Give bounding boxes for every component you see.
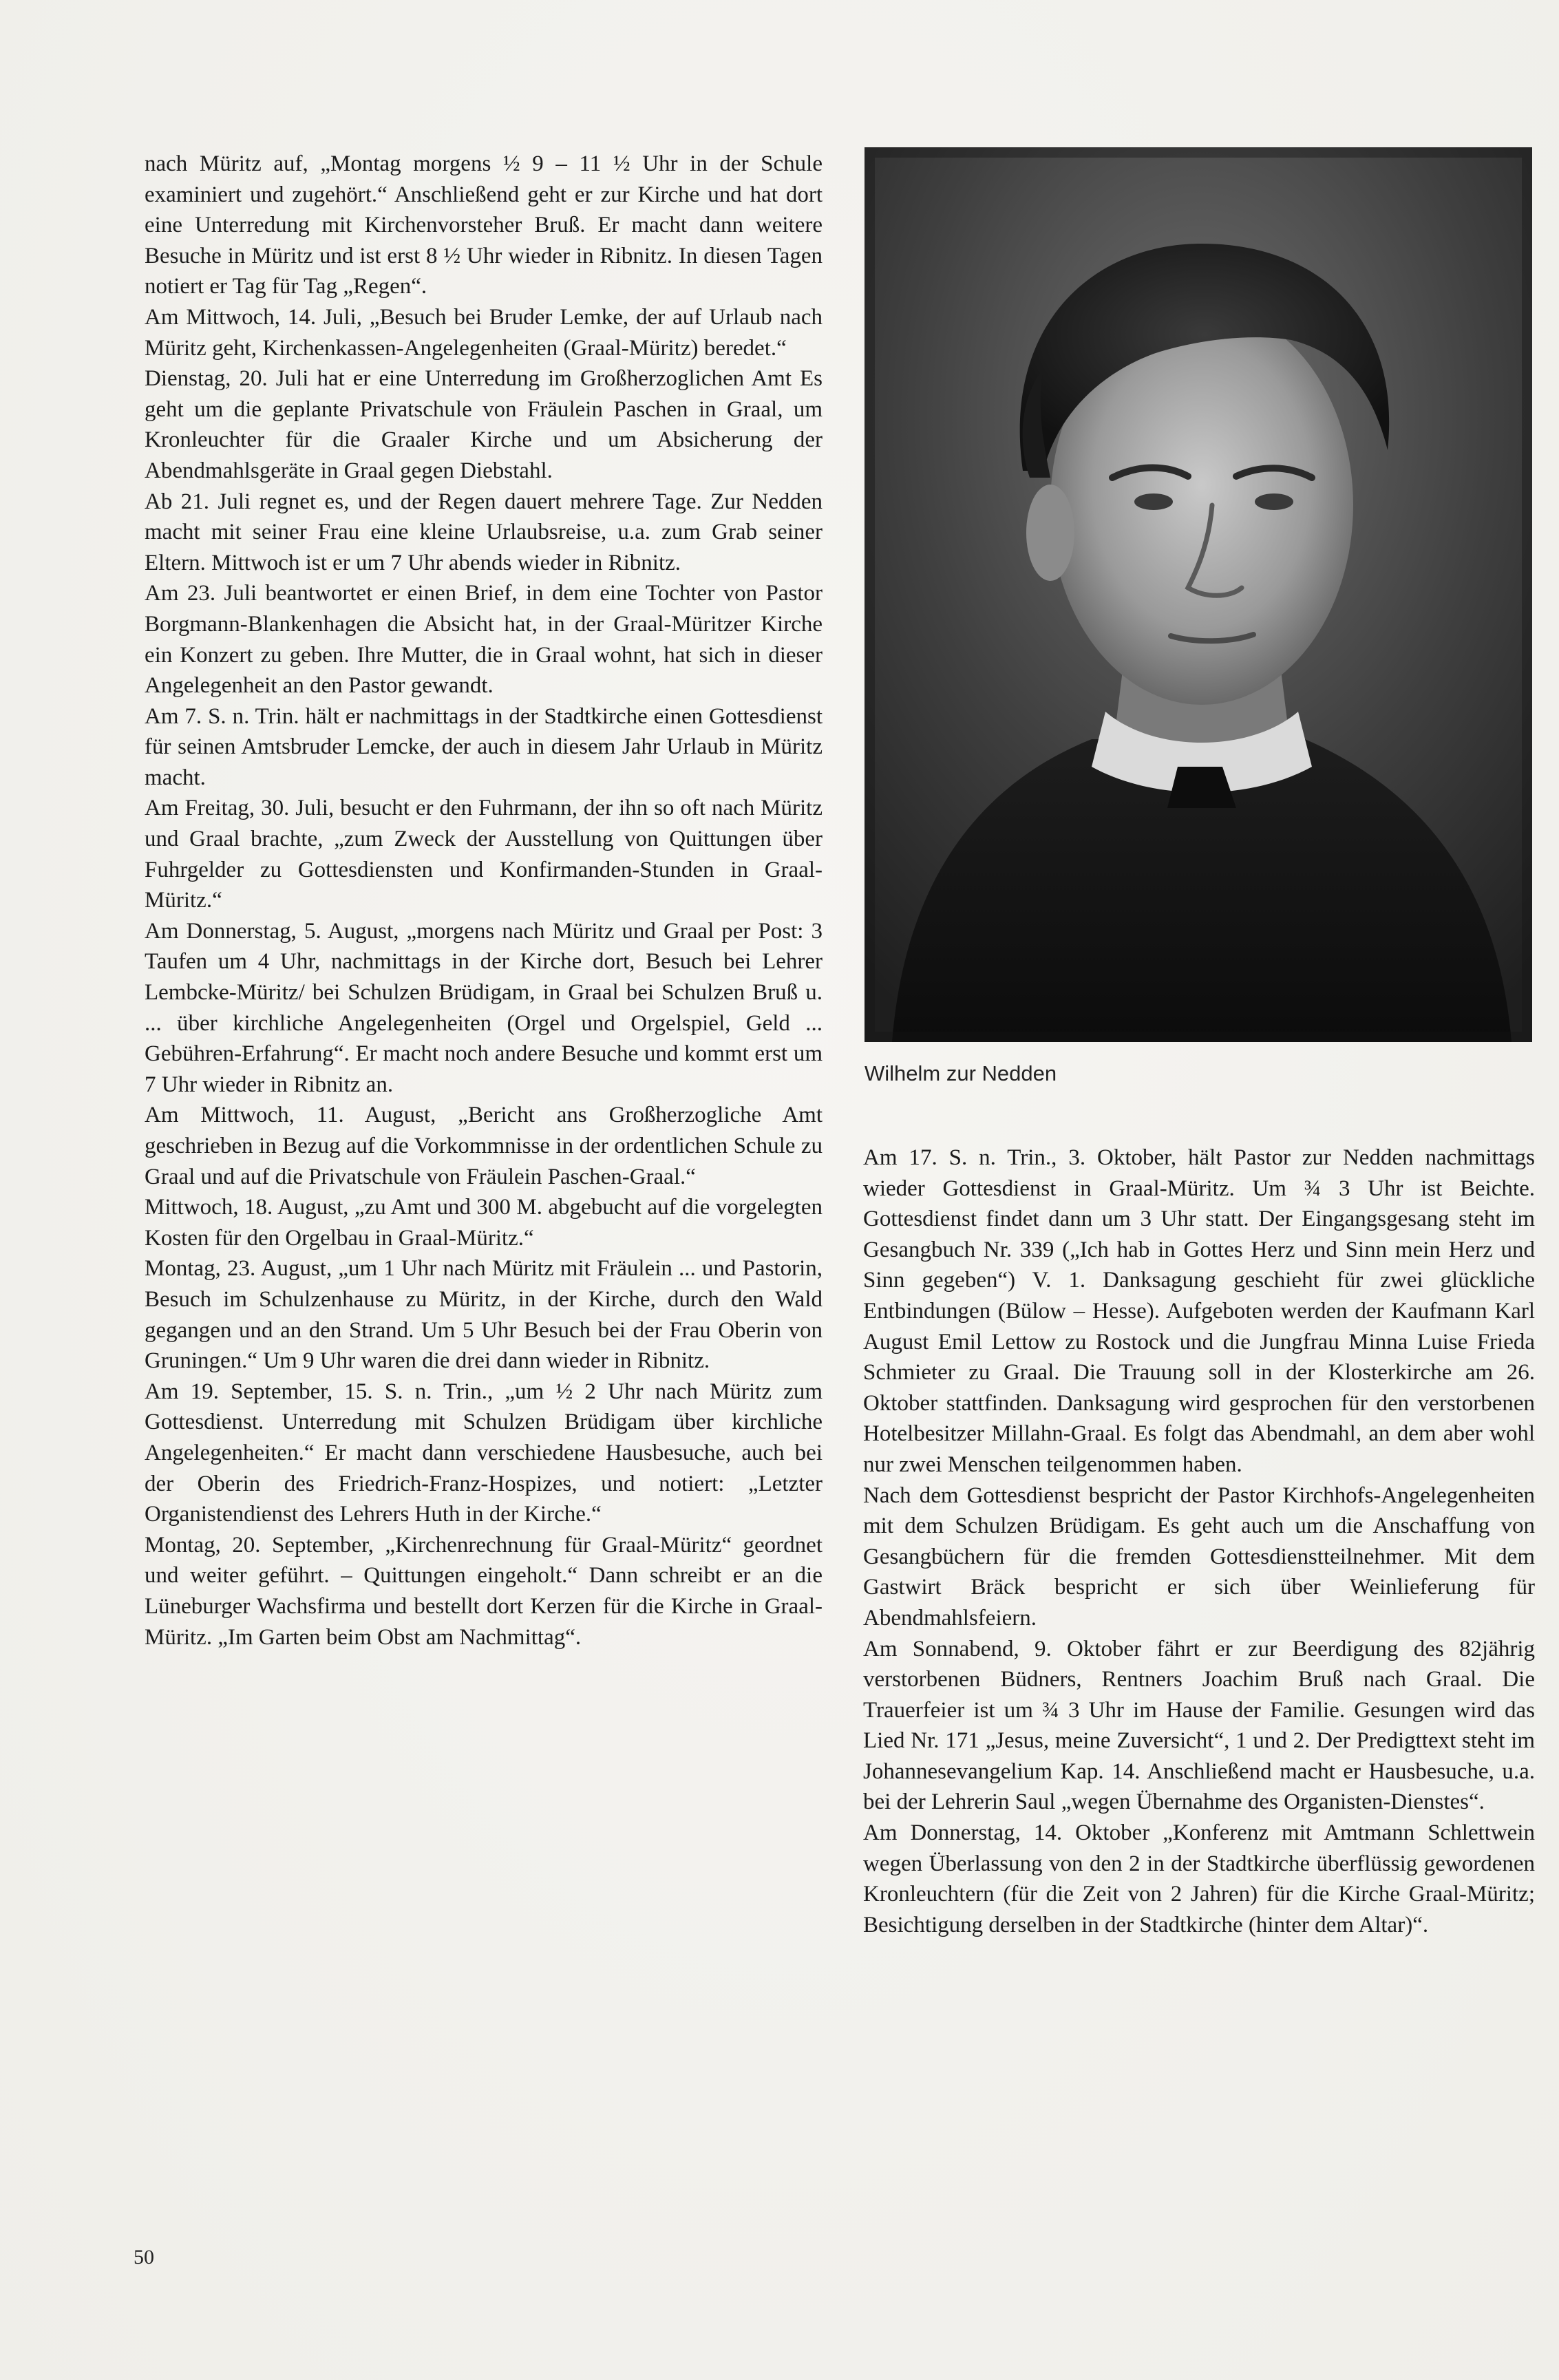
- paragraph: Am Mittwoch, 14. Juli, „Besuch bei Bruder Lemke, der auf Urlaub nach Müritz geht, Kirchenkassen-Angelegenheiten (Graal-Müritz) beredet.“: [145, 304, 823, 361]
- paragraph: Mittwoch, 18. August, „zu Amt und 300 M. abgebucht auf die vorgelegten Kosten für den Orgelbau in Graal-Müritz.“: [145, 1195, 823, 1251]
- paragraph: Montag, 23. August, „um 1 Uhr nach Müritz mit Fräulein ... und Pastorin, Besuch im Schulzenhause zu Müritz, in der Kirche, durch den Wald gegangen und an den Strand. Um 5 Uhr Besuch bei der Frau Oberin von Gruningen.“ Um 9 Uhr waren die drei dann wieder in Ribnitz.: [145, 1256, 823, 1374]
- paragraph: Dienstag, 20. Juli hat er eine Unterredung im Großherzoglichen Amt Es geht um die geplante Privatschule von Fräulein Paschen in Graal, um Kronleuchter für die Graaler Kirche und um Absicherung der Abendmahlsgeräte in Graal gegen Diebstahl.: [145, 366, 823, 483]
- paragraph: Am 17. S. n. Trin., 3. Oktober, hält Pastor zur Nedden nachmittags wieder Gottesdienst in Graal-Müritz. Um ¾ 3 Uhr ist Beichte. Gottesdienst findet dann um 3 Uhr statt. Der Eingangsgesang steht im Gesangbuch Nr. 339 („Ich hab in Gottes Herz und Sinn mein Herz und Sinn gegeben“) V. 1. Danksagung geschieht für zwei glückliche Entbindungen (Bülow – Hesse). Aufgeboten werden der Kaufmann Karl August Emil Lettow zu Rostock und die Jungfrau Minna Luise Frieda Schmieter zu Graal. Die Trauung soll in der Klosterkirche am 26. Oktober stattfinden. Danksagung wird gesprochen für den verstorbenen Hotelbesitzer Millahn-Graal. Es folgt das Abendmahl, an dem aber wohl nur zwei Menschen teilgenommen haben.: [863, 1145, 1535, 1477]
- page-number: 50: [134, 2246, 154, 2269]
- right-text-column: [863, 1143, 1535, 1940]
- paragraph: Ab 21. Juli regnet es, und der Regen dauert mehrere Tage. Zur Nedden macht mit seiner Frau eine kleine Urlaubsreise, u.a. zum Grab seiner Eltern. Mittwoch ist er um 7 Uhr abends wieder in Ribnitz.: [145, 489, 823, 575]
- paragraph: Am Sonnabend, 9. Oktober fährt er zur Beerdigung des 82jährig verstorbenen Büdners, Rentners Joachim Bruß nach Graal. Die Trauerfeier ist um ¾ 3 Uhr im Hause der Familie. Gesungen wird das Lied Nr. 171 „Jesus, meine Zuversicht“, 1 und 2. Der Predigttext steht im Johannesevangelium Kap. 14. Anschließend macht er Hausbesuche, u.a. bei der Lehrerin Saul „wegen Übernahme des Organisten-Dienstes“.: [863, 1636, 1535, 1815]
- paragraph: Am 19. September, 15. S. n. Trin., „um ½ 2 Uhr nach Müritz zum Gottesdienst. Unterredung mit Schulzen Brüdigam über kirchliche Angelegenheiten.“ Er macht dann verschiedene Hausbesuche, auch bei der Oberin des Friedrich-Franz-Hospizes, und notiert: „Letzter Organistendienst des Lehrers Huth in der Kirche.“: [145, 1379, 823, 1527]
- paragraph: Am 7. S. n. Trin. hält er nachmittags in der Stadtkirche einen Gottesdienst für seinen Amtsbruder Lemcke, der auch in diesem Jahr Urlaub in Müritz macht.: [145, 703, 823, 790]
- portrait-photo: [865, 147, 1532, 1042]
- paragraph: Nach dem Gottesdienst bespricht der Pastor Kirchhofs-Angelegenheiten mit dem Schulzen Brüdigam. Es geht auch um die Anschaffung von Gesangbüchern für die fremden Gottesdienstteilnehmer. Mit dem Gastwirt Bräck bespricht er sich über Weinlieferung für Abendmahlsfeiern.: [863, 1483, 1535, 1630]
- paragraph: Montag, 20. September, „Kirchenrechnung für Graal-Müritz“ geordnet und weiter geführt. – Quittungen eingeholt.“ Dann schreibt er an die Lüneburger Wachsfirma und bestellt dort Kerzen für die Kirche in Graal-Müritz. „Im Garten beim Obst am Nachmittag“.: [145, 1532, 823, 1650]
- paragraph: nach Müritz auf, „Montag morgens ½ 9 – 11 ½ Uhr in der Schule examiniert und zugehört.“ Anschließend geht er zur Kirche und hat dort eine Unterredung mit Kirchenvorsteher Bruß. Er macht dann weitere Besuche in Müritz und ist erst 8 ½ Uhr wieder in Ribnitz. In diesen Tagen notiert er Tag für Tag „Regen“.: [145, 151, 823, 299]
- paragraph: Am Donnerstag, 5. August, „morgens nach Müritz und Graal per Post: 3 Taufen um 4 Uhr, nachmittags in der Kirche dort, Besuch bei Lehrer Lembcke-Müritz/ bei Schulzen Brüdigam, in Graal bei Schulzen Bruß u. ... über kirchliche Angelegenheiten (Orgel und Orgelspiel, Geld ... Gebühren-Erfahrung“. Er macht noch andere Besuche und kommt erst um 7 Uhr wieder in Ribnitz an.: [145, 918, 823, 1097]
- photo-caption: Wilhelm zur Nedden: [865, 1061, 1057, 1085]
- paragraph: Am Freitag, 30. Juli, besucht er den Fuhrmann, der ihn so oft nach Müritz und Graal brachte, „zum Zweck der Ausstellung von Quittungen über Fuhrgelder zu Gottesdiensten und Konfirmanden-Stunden in Graal-Müritz.“: [145, 796, 823, 913]
- paragraph: Am 23. Juli beantwortet er einen Brief, in dem eine Tochter von Pastor Borgmann-Blankenhagen die Absicht hat, in der Graal-Müritzer Kirche ein Konzert zu geben. Ihre Mutter, die in Graal wohnt, hat sich in dieser Angelegenheit an den Pastor gewandt.: [145, 581, 823, 699]
- left-text-column: [145, 149, 823, 1653]
- paragraph: Am Mittwoch, 11. August, „Bericht ans Großherzogliche Amt geschrieben in Bezug auf die Vorkommnisse in der ordentlichen Schule zu Graal und auf die Privatschule von Fräulein Paschen-Graal.“: [145, 1103, 823, 1189]
- paragraph: Am Donnerstag, 14. Oktober „Konferenz mit Amtmann Schlettwein wegen Überlassung von den 2 in der Stadtkirche überflüssig gewordenen Kronleuchtern (für die Zeit von 2 Jahren) für die Kirche Graal-Müritz; Besichtigung derselben in der Stadtkirche (hinter dem Altar)“.: [863, 1820, 1535, 1937]
- portrait-illustration: [865, 147, 1532, 1042]
